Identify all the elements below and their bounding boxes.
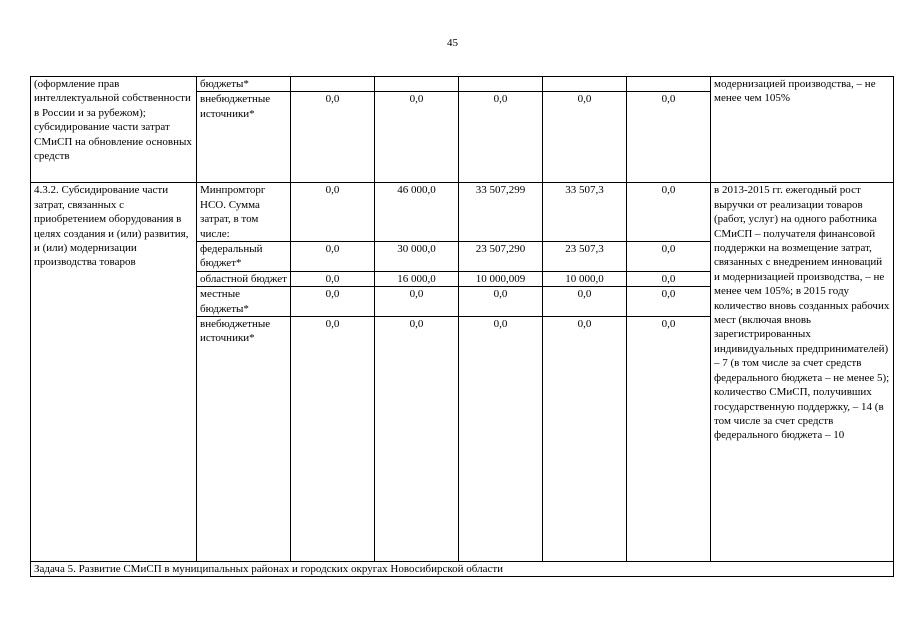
value-cell: 0,0 [409, 288, 424, 301]
task-heading: Задача 5. Развитие СМиСП в муниципальных районах и городских округах Новосибирской области [31, 562, 894, 577]
value-cell: 33 507,3 [565, 184, 604, 197]
value-cell: 0,0 [661, 184, 676, 197]
value-cell: 0,0 [409, 318, 424, 331]
value-cell: 0,0 [577, 318, 592, 331]
table-row [31, 183, 894, 242]
value-cell: 0,0 [661, 93, 676, 106]
value-cell: 10 000,009 [475, 272, 526, 285]
value-cell: 0,0 [493, 93, 508, 106]
value-cell: 0,0 [325, 93, 340, 106]
source-cell: внебюджетные источники* [197, 92, 291, 183]
value-cell: 23 507,290 [475, 243, 526, 256]
source-cell: Минпромторг НСО. Сумма затрат, в том числе: [197, 183, 291, 242]
table-row [31, 77, 894, 92]
value-cell: 16 000,0 [397, 272, 436, 285]
value-cell: 0,0 [661, 272, 676, 285]
value-cell: 0,0 [325, 184, 340, 197]
value-cell: 0,0 [409, 93, 424, 106]
source-cell: федеральный бюджет* [197, 242, 291, 272]
value-cell: 0,0 [661, 288, 676, 301]
program-table [30, 76, 894, 577]
value-cell: 0,0 [493, 288, 508, 301]
continued-result: модернизацией производства, – не менее чем 105% [711, 77, 894, 183]
value-cell: 0,0 [325, 243, 340, 256]
value-cell: 30 000,0 [397, 243, 436, 256]
page-number: 45 [447, 37, 458, 49]
value-cell: 0,0 [661, 318, 676, 331]
source-cell: областной бюджет [197, 271, 291, 286]
measure-description: 4.3.2. Субсидирование части затрат, связанных с приобретением оборудования в целях создания и (или) развития, и (или) модернизации производства товаров [31, 183, 197, 562]
value-cell: 33 507,299 [475, 184, 526, 197]
value-cell: 0,0 [493, 318, 508, 331]
continued-description: (оформление прав интеллектуальной собственности в России и за рубежом); субсидирование части затрат СМиСП на обновление основных средств [31, 77, 197, 183]
measure-result: в 2013-2015 гг. ежегодный рост выручки от реализации товаров (работ, услуг) на одного работника СМиСП – получателя финансовой поддержки на возмещение затрат, связанных с внедрением инноваций и модернизацией производства, – не менее чем 105%; в 2015 году количество вновь созданных рабочих мест (включая вновь зарегистрированных индивидуальных предпринимателей) – 7 (в том числе за счет средств федерального бюджета – не менее 5); количество СМиСП, получивших государственную поддержку, – 14 (в том числе за счет средств федерального бюджета – 10 [711, 183, 894, 562]
value-cell: 10 000,0 [565, 272, 604, 285]
source-cell: местные бюджеты* [197, 287, 291, 317]
value-cell: 0,0 [325, 318, 340, 331]
source-cell: внебюджетные источники* [197, 317, 291, 562]
value-cell: 0,0 [661, 243, 676, 256]
value-cell: 0,0 [577, 93, 592, 106]
value-cell: 0,0 [325, 288, 340, 301]
value-cell: 23 507,3 [565, 243, 604, 256]
value-cell: 0,0 [577, 288, 592, 301]
table-row [31, 562, 894, 577]
value-cell: 46 000,0 [397, 184, 436, 197]
source-cell: бюджеты* [197, 77, 291, 92]
value-cell: 0,0 [325, 272, 340, 285]
